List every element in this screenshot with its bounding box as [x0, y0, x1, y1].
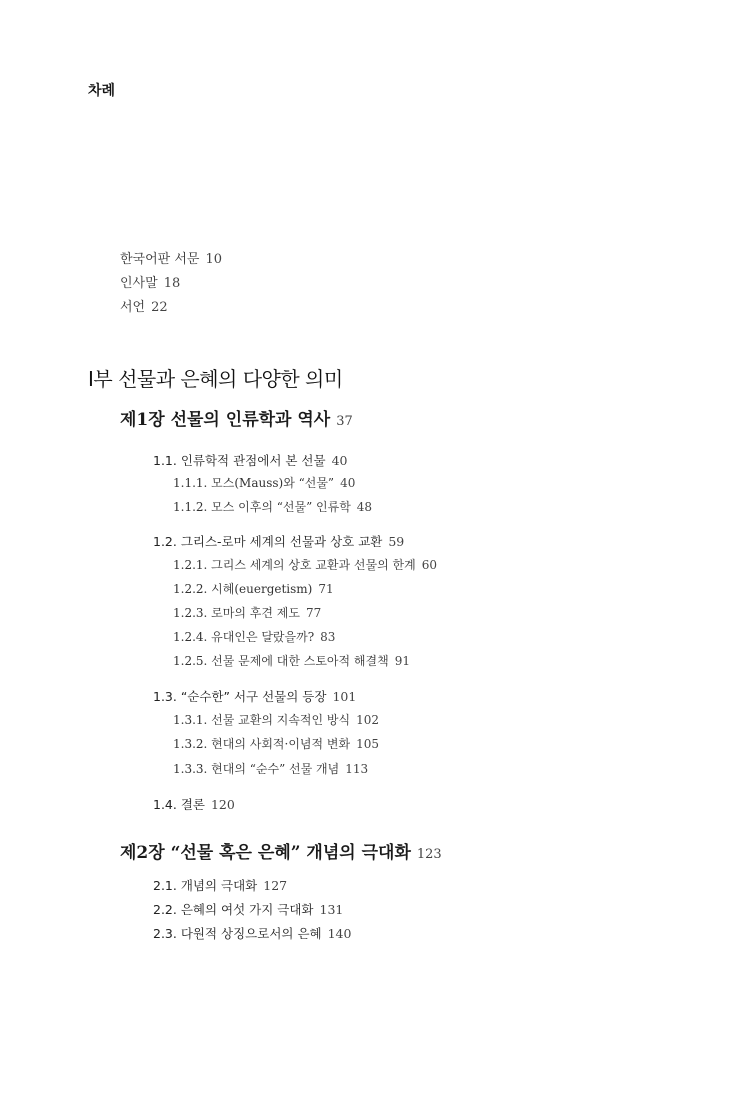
- toc-subsection-title: 1.2.2. 시혜(euergetism): [173, 582, 313, 596]
- toc-subsection-1-3-3[interactable]: [173, 760, 368, 777]
- toc-subsection-title: 1.2.1. 그리스 세계의 상호 교환과 선물의 한계: [173, 558, 416, 572]
- toc-section-1-3[interactable]: [153, 687, 356, 705]
- toc-page-number: 60: [421, 558, 437, 572]
- toc-section-1-1[interactable]: [153, 451, 347, 469]
- toc-section-2-2[interactable]: [153, 900, 343, 918]
- toc-page-number: 83: [320, 630, 336, 644]
- toc-subsection-1-1-1[interactable]: [173, 474, 355, 491]
- toc-chapter-title: 제1장 선물의 인류학과 역사: [120, 410, 331, 430]
- toc-section-title: 1.4. 결론: [153, 797, 205, 812]
- toc-page-number: 59: [388, 534, 405, 549]
- toc-chapter-title: 제2장 “선물 혹은 은혜” 개념의 극대화: [120, 843, 411, 863]
- toc-heading: 차례: [88, 83, 116, 99]
- toc-subsection-title: 1.1.2. 모스 이후의 “선물” 인류학: [173, 500, 351, 514]
- toc-page-number: 91: [394, 654, 410, 668]
- toc-entry-introduction[interactable]: [120, 296, 168, 315]
- toc-section-2-3[interactable]: [153, 924, 351, 942]
- toc-page-number: 140: [327, 926, 352, 941]
- toc-page-number: 10: [205, 252, 223, 267]
- toc-subsection-title: 1.2.4. 유대인은 달랐을까?: [173, 630, 315, 644]
- toc-entry-preface-korean[interactable]: [120, 248, 222, 267]
- toc-subsection-title: 1.3.3. 현대의 “순수” 선물 개념: [173, 762, 340, 776]
- toc-subsection-1-2-1[interactable]: [173, 556, 437, 573]
- toc-page-number: 120: [210, 797, 235, 812]
- toc-entry-title: 한국어판 서문: [120, 252, 200, 267]
- toc-page-number: 48: [356, 500, 373, 514]
- toc-subsection-1-1-2[interactable]: [173, 498, 372, 515]
- toc-section-title: 2.3. 다원적 상징으로서의 은혜: [153, 926, 322, 941]
- toc-part-title: I부 선물과 은혜의 다양한 의미: [88, 367, 343, 391]
- toc-chapter-2[interactable]: [120, 838, 442, 863]
- toc-page-number: 40: [340, 476, 356, 490]
- toc-section-title: 1.3. “순수한” 서구 선물의 등장: [153, 689, 327, 704]
- toc-subsection-1-2-4[interactable]: [173, 628, 335, 645]
- toc-page-number: 127: [263, 878, 288, 893]
- toc-section-title: 1.2. 그리스-로마 세계의 선물과 상호 교환: [153, 534, 383, 549]
- toc-page-number: 101: [332, 689, 357, 704]
- toc-entry-title: 인사말: [120, 276, 158, 291]
- toc-page-number: 22: [151, 300, 168, 315]
- toc-page-number: 123: [416, 847, 442, 862]
- toc-part-1[interactable]: [88, 363, 343, 392]
- toc-section-title: 2.2. 은혜의 여섯 가지 극대화: [153, 902, 314, 917]
- toc-subsection-1-3-1[interactable]: [173, 711, 379, 728]
- toc-page-number: 37: [336, 414, 353, 429]
- toc-subsection-title: 1.1.1. 모스(Mauss)와 “선물”: [173, 476, 335, 490]
- toc-subsection-title: 1.2.5. 선물 문제에 대한 스토아적 해결책: [173, 654, 389, 668]
- toc-page-number: 131: [319, 902, 344, 917]
- toc-chapter-1[interactable]: [120, 405, 353, 430]
- toc-page-number: 77: [305, 606, 322, 620]
- toc-section-2-1[interactable]: [153, 876, 287, 894]
- toc-page-number: 113: [345, 762, 369, 776]
- toc-section-1-4[interactable]: [153, 795, 235, 813]
- toc-section-1-2[interactable]: [153, 532, 404, 550]
- toc-subsection-1-2-3[interactable]: [173, 604, 321, 621]
- toc-page-number: 102: [356, 713, 380, 727]
- toc-entry-greeting[interactable]: [120, 272, 180, 291]
- toc-subsection-1-2-5[interactable]: [173, 652, 410, 669]
- toc-entry-title: 서언: [120, 300, 146, 315]
- toc-section-title: 2.1. 개념의 극대화: [153, 878, 258, 893]
- toc-subsection-title: 1.2.3. 로마의 후견 제도: [173, 606, 300, 620]
- toc-subsection-title: 1.3.2. 현대의 사회적·이념적 변화: [173, 737, 351, 751]
- toc-subsection-1-2-2[interactable]: [173, 580, 334, 597]
- toc-page-number: 40: [331, 453, 348, 468]
- toc-subsection-1-3-2[interactable]: [173, 735, 379, 752]
- toc-section-title: 1.1. 인류학적 관점에서 본 선물: [153, 453, 326, 468]
- toc-page-number: 18: [163, 276, 181, 291]
- toc-subsection-title: 1.3.1. 선물 교환의 지속적인 방식: [173, 713, 351, 727]
- toc-page-number: 105: [356, 737, 380, 751]
- toc-page-number: 71: [318, 582, 334, 596]
